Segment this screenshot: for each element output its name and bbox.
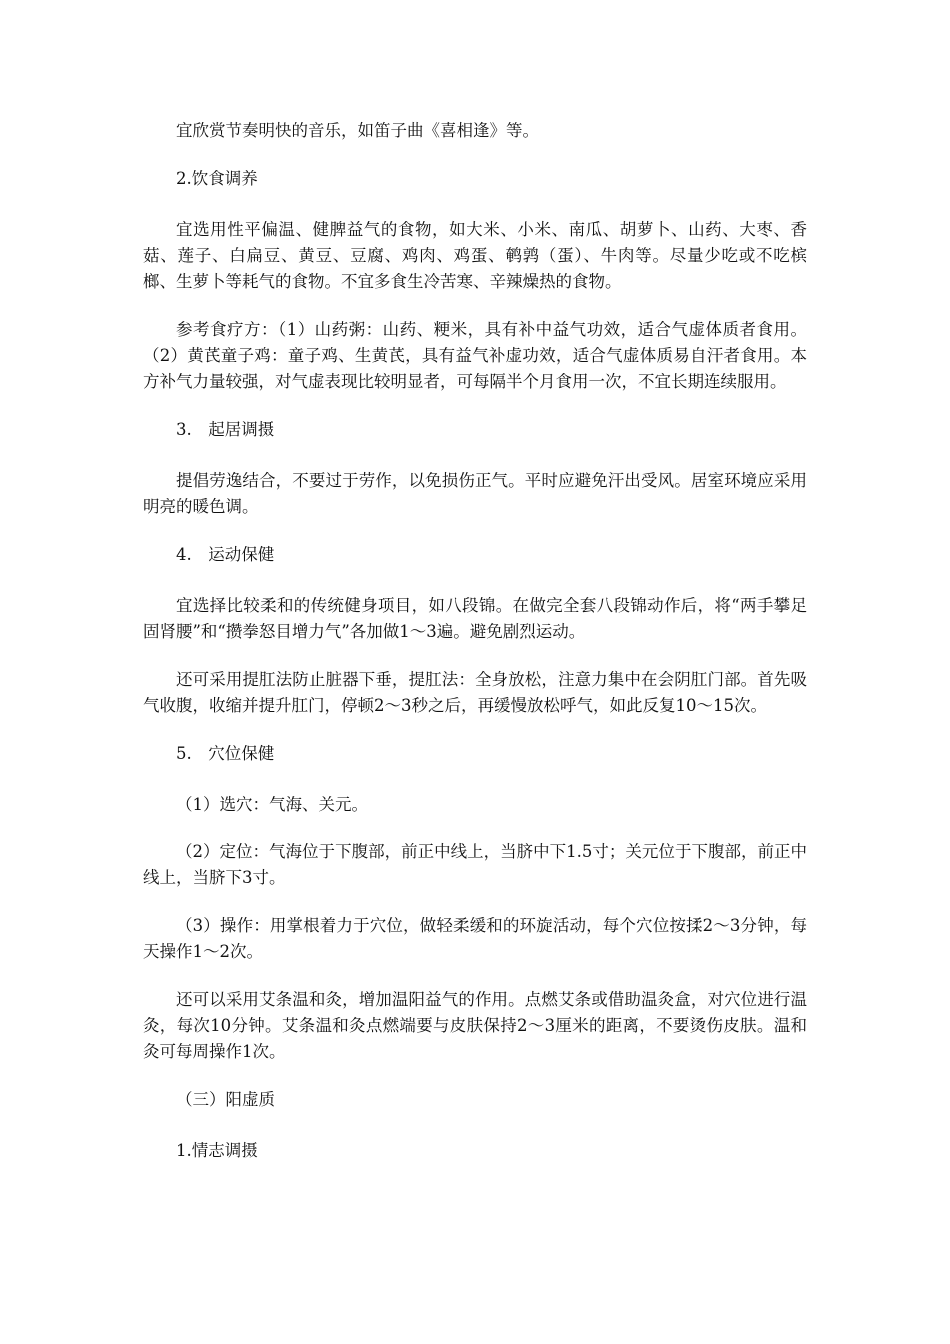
heading-emotional-regulation: 1.情志调摄 xyxy=(176,1141,258,1160)
paragraph-acupoint-operation: （3）操作：用掌根着力于穴位，做轻柔缓和的环旋活动，每个穴位按揉2～3分钟，每天操作1～2次。 xyxy=(143,916,807,961)
paragraph-acupoint-location: （2）定位：气海位于下腹部，前正中线上，当脐中下1.5寸；关元位于下腹部，前正中线上，当脐下3寸。 xyxy=(143,842,807,887)
paragraph-diet-recipes: 参考食疗方：（1）山药粥：山药、粳米，具有补中益气功效，适合气虚体质者食用。（2）黄芪童子鸡：童子鸡、生黄芪，具有益气补虚功效，适合气虚体质易自汗者食用。本方补气力量较强，对气虚表现比较明显者，可每隔半个月食用一次，不宜长期连续服用。 xyxy=(143,320,807,391)
paragraph-moxibustion: 还可以采用艾条温和灸，增加温阳益气的作用。点燃艾条或借助温灸盒，对穴位进行温灸，每次10分钟。艾条温和灸点燃端要与皮肤保持2～3厘米的距离，不要烫伤皮肤。温和灸可每周操作1次。 xyxy=(143,990,807,1061)
heading-yang-deficiency: （三）阳虚质 xyxy=(176,1090,275,1109)
paragraph-acupoint-selection: （1）选穴：气海、关元。 xyxy=(176,795,368,814)
heading-daily-life: 3. 起居调摄 xyxy=(176,420,275,439)
heading-acupoints: 5. 穴位保健 xyxy=(176,744,275,763)
paragraph-diet-foods: 宜选用性平偏温、健脾益气的食物，如大米、小米、南瓜、胡萝卜、山药、大枣、香菇、莲子、白扁豆、黄豆、豆腐、鸡肉、鸡蛋、鹌鹑（蛋）、牛肉等。尽量少吃或不吃槟榔、生萝卜等耗气的食物。不宜多食生冷苦寒、辛辣燥热的食物。 xyxy=(143,220,807,291)
heading-diet: 2.饮食调养 xyxy=(176,169,258,188)
paragraph-music-advice: 宜欣赏节奏明快的音乐，如笛子曲《喜相逢》等。 xyxy=(176,121,539,140)
paragraph-daily-life: 提倡劳逸结合，不要过于劳作，以免损伤正气。平时应避免汗出受风。居室环境应采用明亮的暖色调。 xyxy=(143,471,807,516)
heading-exercise: 4. 运动保健 xyxy=(176,545,275,564)
paragraph-exercise-baduanjin: 宜选择比较柔和的传统健身项目，如八段锦。在做完全套八段锦动作后，将“两手攀足固肾腰”和“攒拳怒目增力气”各加做1～3遍。避免剧烈运动。 xyxy=(143,596,807,641)
document-body xyxy=(143,118,807,1189)
paragraph-exercise-tigang: 还可采用提肛法防止脏器下垂，提肛法：全身放松，注意力集中在会阴肛门部。首先吸气收腹，收缩并提升肛门，停顿2～3秒之后，再缓慢放松呼气，如此反复10～15次。 xyxy=(143,670,807,715)
